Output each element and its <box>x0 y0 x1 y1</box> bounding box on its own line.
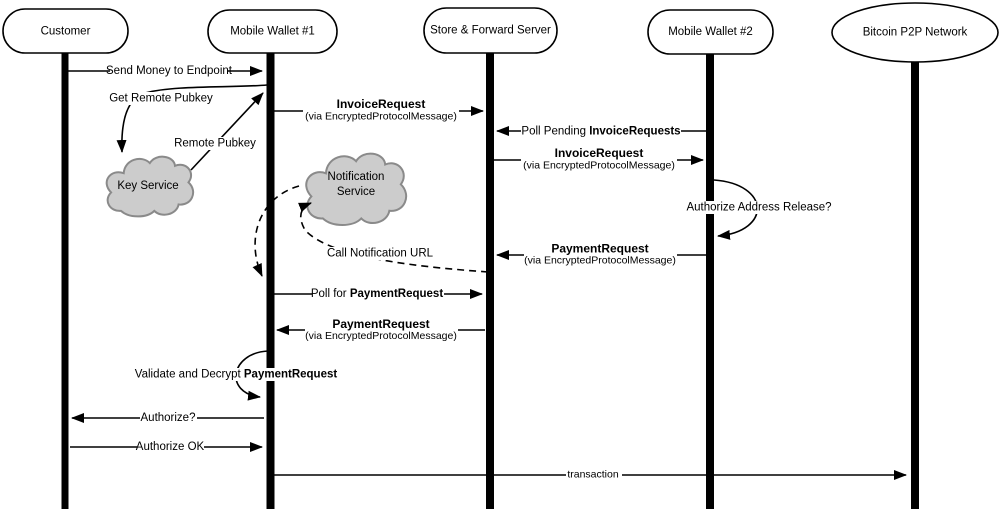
participant-headers <box>3 3 998 62</box>
svg-text:Remote Pubkey: Remote Pubkey <box>174 137 256 150</box>
label-authorize-ok <box>136 441 205 454</box>
key-service-cloud <box>107 157 193 217</box>
label-validate-decrypt <box>135 368 338 381</box>
notification-service-label-line2: Service <box>336 186 376 198</box>
participant-bitcoin-p2p-network <box>832 3 998 62</box>
svg-text:InvoiceRequest: InvoiceRequest <box>336 97 426 111</box>
lifeline-mobile-wallet-2 <box>706 53 714 509</box>
svg-text:Authorize?: Authorize? <box>140 412 196 424</box>
svg-text:transaction: transaction <box>567 468 619 481</box>
participant-store-forward-server <box>424 8 557 53</box>
svg-text:Customer: Customer <box>40 25 91 38</box>
label-poll-pending <box>521 125 681 138</box>
svg-text:Poll Pending InvoiceRequests: Poll Pending InvoiceRequests <box>521 125 681 138</box>
participant-mobile-wallet-2 <box>648 10 773 54</box>
svg-text:Store & Forward Server: Store & Forward Server <box>430 24 551 37</box>
arrow-notify-wallet-1 <box>255 186 299 276</box>
svg-text:(via EncryptedProtocolMessage): (via EncryptedProtocolMessage) <box>305 110 457 123</box>
label-remote-pubkey <box>174 137 256 150</box>
label-authorize-address-release <box>686 201 832 214</box>
svg-text:Call Notification URL: Call Notification URL <box>326 247 434 260</box>
notification-service-label-line1: Notification <box>327 171 385 183</box>
label-get-remote-pubkey <box>109 92 213 105</box>
svg-text:Authorize Address Release?: Authorize Address Release? <box>686 201 832 214</box>
lifeline-customer <box>62 51 69 509</box>
label-invoice-request-1 <box>303 97 459 123</box>
svg-text:Send Money to Endpoint: Send Money to Endpoint <box>106 65 232 77</box>
svg-text:PaymentRequest: PaymentRequest <box>551 241 649 256</box>
svg-text:Poll for PaymentRequest: Poll for PaymentRequest <box>310 288 444 300</box>
svg-text:(via EncryptedProtocolMessage): (via EncryptedProtocolMessage) <box>305 330 457 342</box>
svg-text:(via EncryptedProtocolMessage): (via EncryptedProtocolMessage) <box>524 254 676 267</box>
svg-text:Get Remote Pubkey: Get Remote Pubkey <box>109 92 213 105</box>
svg-text:Mobile Wallet #1: Mobile Wallet #1 <box>230 25 315 38</box>
label-payment-request-to-wallet-1 <box>305 317 458 342</box>
label-send-money <box>106 65 233 78</box>
lifeline-store-forward-server <box>486 51 494 509</box>
lifeline-mobile-wallet-1 <box>267 51 275 509</box>
label-payment-request-to-server <box>524 242 677 267</box>
svg-text:Mobile Wallet #2: Mobile Wallet #2 <box>668 26 753 38</box>
svg-text:PaymentRequest: PaymentRequest <box>332 317 430 331</box>
svg-text:(via EncryptedProtocolMessage): (via EncryptedProtocolMessage) <box>523 159 675 172</box>
svg-text:Authorize OK: Authorize OK <box>135 441 205 453</box>
label-poll-for-payment-request <box>311 288 444 301</box>
svg-text:Bitcoin P2P Network: Bitcoin P2P Network <box>862 26 968 39</box>
key-service-label: Key Service <box>117 180 179 192</box>
label-invoice-request-2 <box>521 146 677 172</box>
label-transaction <box>566 469 622 481</box>
participant-customer <box>3 9 128 53</box>
lifeline-bitcoin-p2p <box>911 60 919 509</box>
notification-service-cloud <box>306 154 406 225</box>
label-authorize-question <box>140 412 197 425</box>
svg-text:Validate and Decrypt PaymentRe: Validate and Decrypt PaymentRequest <box>134 368 338 381</box>
svg-text:InvoiceRequest: InvoiceRequest <box>554 146 644 160</box>
label-call-notification-url <box>324 247 437 260</box>
participant-mobile-wallet-1 <box>208 10 337 53</box>
